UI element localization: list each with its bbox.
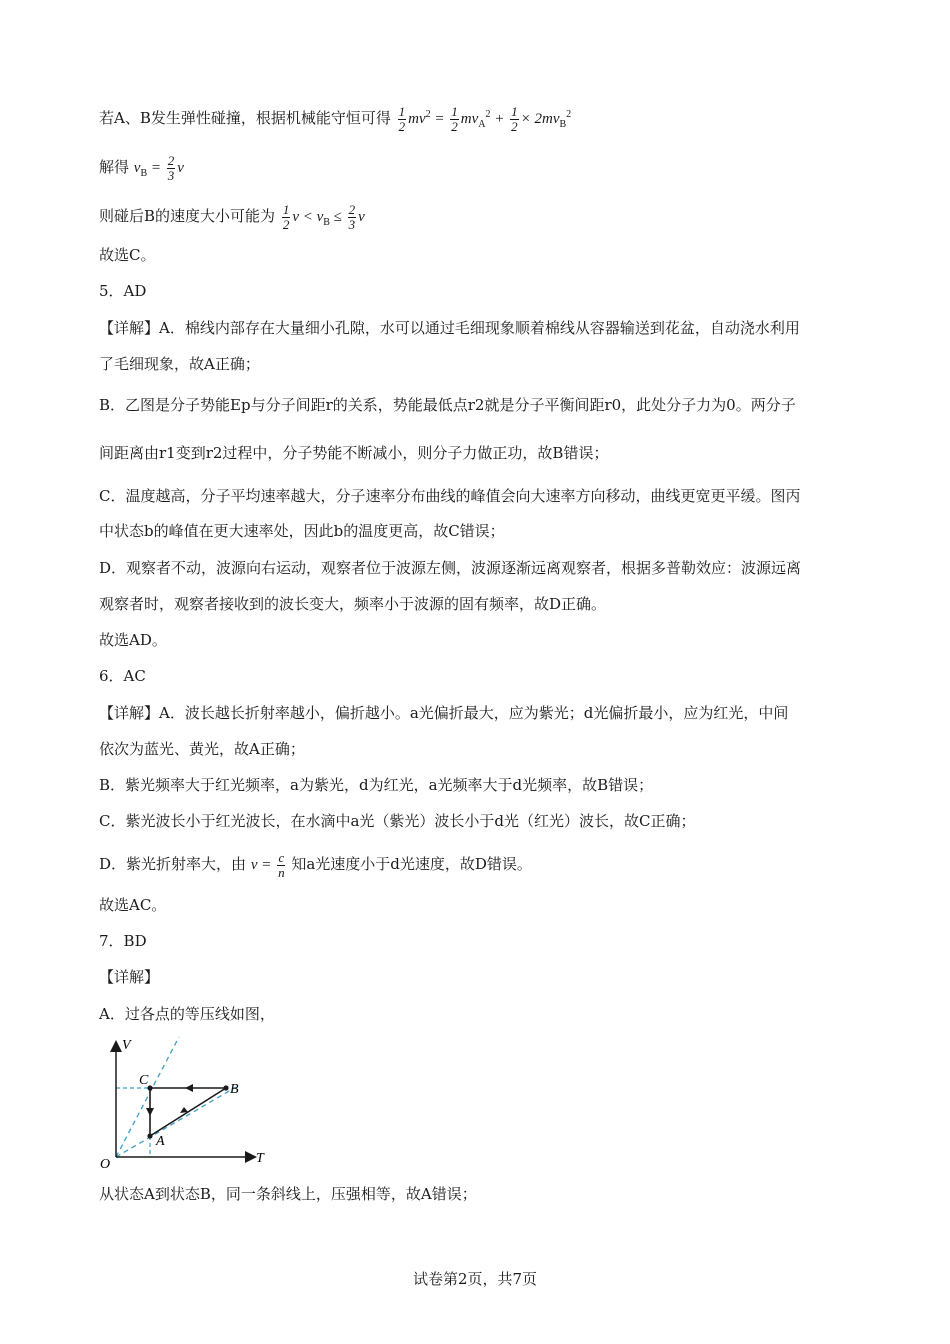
line-20-suffix: 知a光速度小于d光速度，故D错误。 <box>291 854 532 873</box>
text-line-10: C．温度越高，分子平均速率越大，分子速率分布曲线的峰值会向大速率方向移动，曲线更宽更平缓。图丙 <box>99 487 801 505</box>
text-line-9: 间距离由r1变到r2过程中，分子势能不断减小，则分子力做正功，故B错误； <box>99 444 609 462</box>
energy-conservation-formula: $\frac{1}{2}$ $mv^2$ = $\frac{1}{2}$ $mv_A^2$ + $\frac{1}{2}$ × $2mv_B^2$ <box>398 104 572 135</box>
question-6-answer: 6．AC <box>99 667 146 685</box>
label-c: C <box>139 1073 149 1088</box>
line-20-prefix: D．紫光折射率大，由 <box>99 854 247 873</box>
vb-range-formula: $\frac{1}{2}$ $v < v_B$ ≤ $\frac{2}{3}$ v <box>282 202 365 232</box>
text-line-12: D．观察者不动，波源向右运动，观察者位于波源左侧，波源逐渐远离观察者，根据多普勒效应：波源远离 <box>99 559 802 577</box>
text-line-4: 故选C。 <box>99 246 156 264</box>
label-a: A <box>156 1134 165 1149</box>
question-7-answer: 7．BD <box>99 932 147 950</box>
text-line-7: 了毛细现象，故A正确； <box>99 355 260 373</box>
speed-formula: v = $\frac{c}{n}$ <box>250 850 285 880</box>
text-line-6: 【详解】A．棉线内部存在大量细小孔隙，水可以通过毛细现象顺着棉线从容器输送到花盆，自动浇水利用 <box>99 319 800 337</box>
v-axis-label: V <box>122 1038 131 1053</box>
text-line-25: 从状态A到状态B，同一条斜线上，压强相等，故A错误； <box>99 1185 477 1203</box>
text-line-2 <box>99 154 184 185</box>
point-a <box>147 1133 152 1138</box>
text-line-17: 依次为蓝光、黄光，故A正确； <box>99 740 305 758</box>
text-line-8: B．乙图是分子势能Ep与分子间距r的关系，势能最低点r2就是分子平衡间距r0，此处分子力为0。两分子 <box>99 396 796 414</box>
text-line-20 <box>99 851 532 880</box>
arrow-a-b <box>180 1107 188 1113</box>
origin-label: O <box>100 1157 111 1170</box>
line-3-prefix: 则碰后B的速度大小可能为 <box>99 206 276 225</box>
text-line-1 <box>99 104 571 136</box>
text-line-24: A．过各点的等压线如图， <box>99 1005 275 1023</box>
text-line-13: 观察者时，观察者接收到的波长变大，频率小于波源的固有频率，故D正确。 <box>99 595 607 613</box>
arrow-b-c <box>185 1084 193 1092</box>
vt-isobar-diagram <box>96 1035 276 1170</box>
arrow-c-a <box>146 1108 154 1116</box>
label-b: B <box>230 1082 239 1097</box>
text-line-21: 故选AC。 <box>99 896 167 914</box>
text-line-16: 【详解】A．波长越长折射率越小，偏折越小。a光偏折最大，应为紫光；d光偏折最小，应为红光，中间 <box>99 704 789 722</box>
text-line-14: 故选AD。 <box>99 631 167 649</box>
text-line-3 <box>99 203 365 234</box>
question-5-answer: 5．AD <box>99 282 147 300</box>
text-line-18: B．紫光频率大于红光频率，a为紫光，d为红光，a光频率大于d光频率，故B错误； <box>99 776 654 794</box>
page-footer: 试卷第2页，共7页 <box>412 1270 538 1288</box>
vb-result-formula: $v_B$ = $\frac{2}{3}$ v <box>133 153 184 183</box>
text-line-23: 【详解】 <box>99 968 160 986</box>
line-1-prefix: 若A、B发生弹性碰撞，根据机械能守恒可得 <box>99 109 391 127</box>
t-axis-label: T <box>256 1151 264 1166</box>
point-b <box>223 1085 228 1090</box>
text-line-19: C．紫光波长小于红光波长，在水滴中a光（紫光）波长小于d光（红光）波长，故C正确； <box>99 812 696 830</box>
text-line-11: 中状态b的峰值在更大速率处，因此b的温度更高，故C错误； <box>99 522 505 540</box>
line-2-prefix: 解得 <box>99 157 130 176</box>
